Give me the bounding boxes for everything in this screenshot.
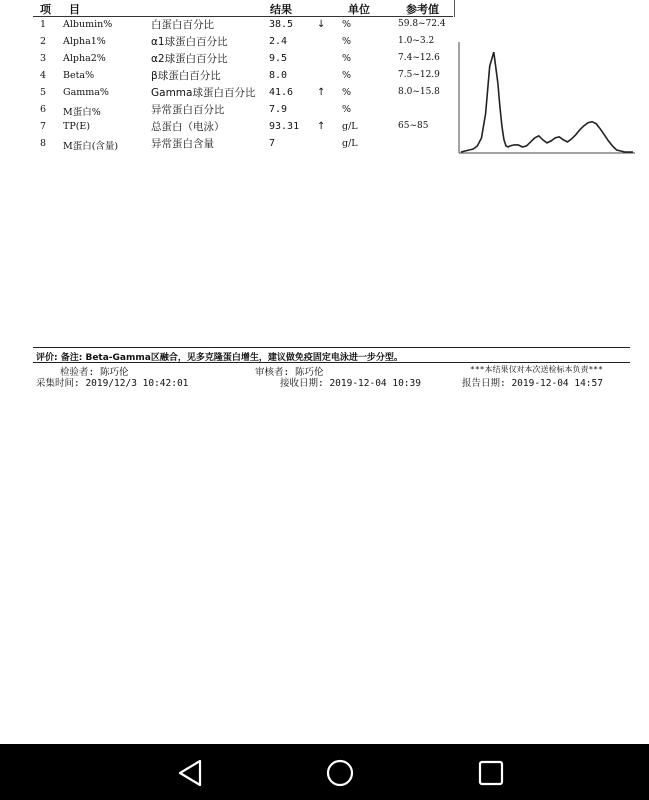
row-unit: g/L [342, 121, 358, 132]
table-row [0, 68, 460, 85]
table-row [0, 17, 460, 34]
row-unit: % [342, 19, 352, 30]
header-vertical-divider [454, 0, 455, 17]
row-number: 3 [40, 53, 47, 64]
row-value: 38.5 [269, 19, 294, 30]
home-circle-icon[interactable] [325, 758, 355, 788]
report-date: 报告日期: 2019-12-04 14:57 [462, 378, 603, 389]
header-result: 结果 [270, 3, 292, 16]
row-name: 异常蛋白含量 [151, 138, 214, 150]
row-number: 6 [40, 104, 47, 115]
table-row [0, 85, 460, 102]
row-code: Gamma% [63, 87, 109, 98]
row-number: 8 [40, 138, 47, 149]
row-unit: % [342, 36, 352, 47]
footer-divider-middle [33, 362, 630, 363]
row-name: Gamma球蛋白百分比 [151, 87, 256, 99]
row-number: 2 [40, 36, 47, 47]
row-flag: ↑ [317, 121, 326, 132]
row-code: M蛋白% [63, 107, 101, 118]
row-unit: % [342, 104, 352, 115]
row-name: β球蛋白百分比 [151, 70, 221, 82]
row-value: 2.4 [269, 36, 288, 47]
row-flag: ↓ [317, 19, 326, 30]
header-item: 项目 [40, 3, 98, 16]
disclaimer: ***本结果仅对本次送检标本负责*** [470, 365, 603, 374]
row-reference: 59.8~72.4 [398, 19, 446, 29]
reviewer: 审核者: 陈巧伦 [255, 367, 324, 378]
row-reference: 8.0~15.8 [398, 87, 440, 97]
table-row [0, 102, 460, 119]
row-value: 9.5 [269, 53, 288, 64]
row-reference: 65~85 [398, 121, 429, 131]
row-reference: 7.4~12.6 [398, 53, 440, 63]
recent-square-icon[interactable] [476, 758, 506, 788]
row-value: 7 [269, 138, 276, 149]
row-number: 5 [40, 87, 47, 98]
table-row [0, 136, 460, 153]
row-flag: ↑ [317, 87, 326, 98]
row-unit: g/L [342, 138, 358, 149]
receive-date: 接收日期: 2019-12-04 10:39 [280, 378, 421, 389]
row-number: 7 [40, 121, 47, 132]
row-number: 1 [40, 19, 47, 30]
row-number: 4 [40, 70, 47, 81]
row-code: Alpha2% [63, 53, 106, 64]
row-name: 异常蛋白百分比 [151, 104, 225, 116]
footer-divider-top [33, 347, 630, 348]
row-code: TP(E) [63, 121, 91, 132]
table-row [0, 51, 460, 68]
row-unit: % [342, 53, 352, 64]
android-nav-bar [0, 744, 649, 800]
header-unit: 单位 [348, 3, 370, 16]
row-reference: 1.0~3.2 [398, 36, 435, 46]
row-name: α2球蛋白百分比 [151, 53, 228, 65]
row-unit: % [342, 70, 352, 81]
table-row [0, 119, 460, 136]
row-code: M蛋白(含量) [63, 141, 119, 152]
table-row [0, 34, 460, 51]
row-code: Beta% [63, 70, 95, 81]
electrophoresis-chart-svg [457, 40, 637, 155]
electrophoresis-chart [457, 40, 637, 155]
evaluation-comment: 评价: 备注: Beta-Gamma区融合，见多克隆蛋白增生，建议做免疫固定电泳进一步分型。 [36, 353, 403, 363]
row-value: 8.0 [269, 70, 288, 81]
header-reference: 参考值 [406, 3, 439, 16]
row-name: 白蛋白百分比 [151, 19, 214, 31]
row-reference: 7.5~12.9 [398, 70, 440, 80]
chart-series-line [461, 52, 633, 152]
row-value: 93.31 [269, 121, 300, 132]
row-code: Albumin% [63, 19, 113, 30]
row-value: 41.6 [269, 87, 294, 98]
collect-time: 采集时间: 2019/12/3 10:42:01 [36, 378, 189, 389]
row-unit: % [342, 87, 352, 98]
table-header [0, 0, 455, 15]
tester: 检验者: 陈巧伦 [60, 367, 129, 378]
row-value: 7.9 [269, 104, 288, 115]
row-name: α1球蛋白百分比 [151, 36, 228, 48]
row-code: Alpha1% [63, 36, 106, 47]
row-name: 总蛋白（电泳） [151, 121, 225, 133]
back-triangle-icon[interactable] [176, 758, 206, 788]
